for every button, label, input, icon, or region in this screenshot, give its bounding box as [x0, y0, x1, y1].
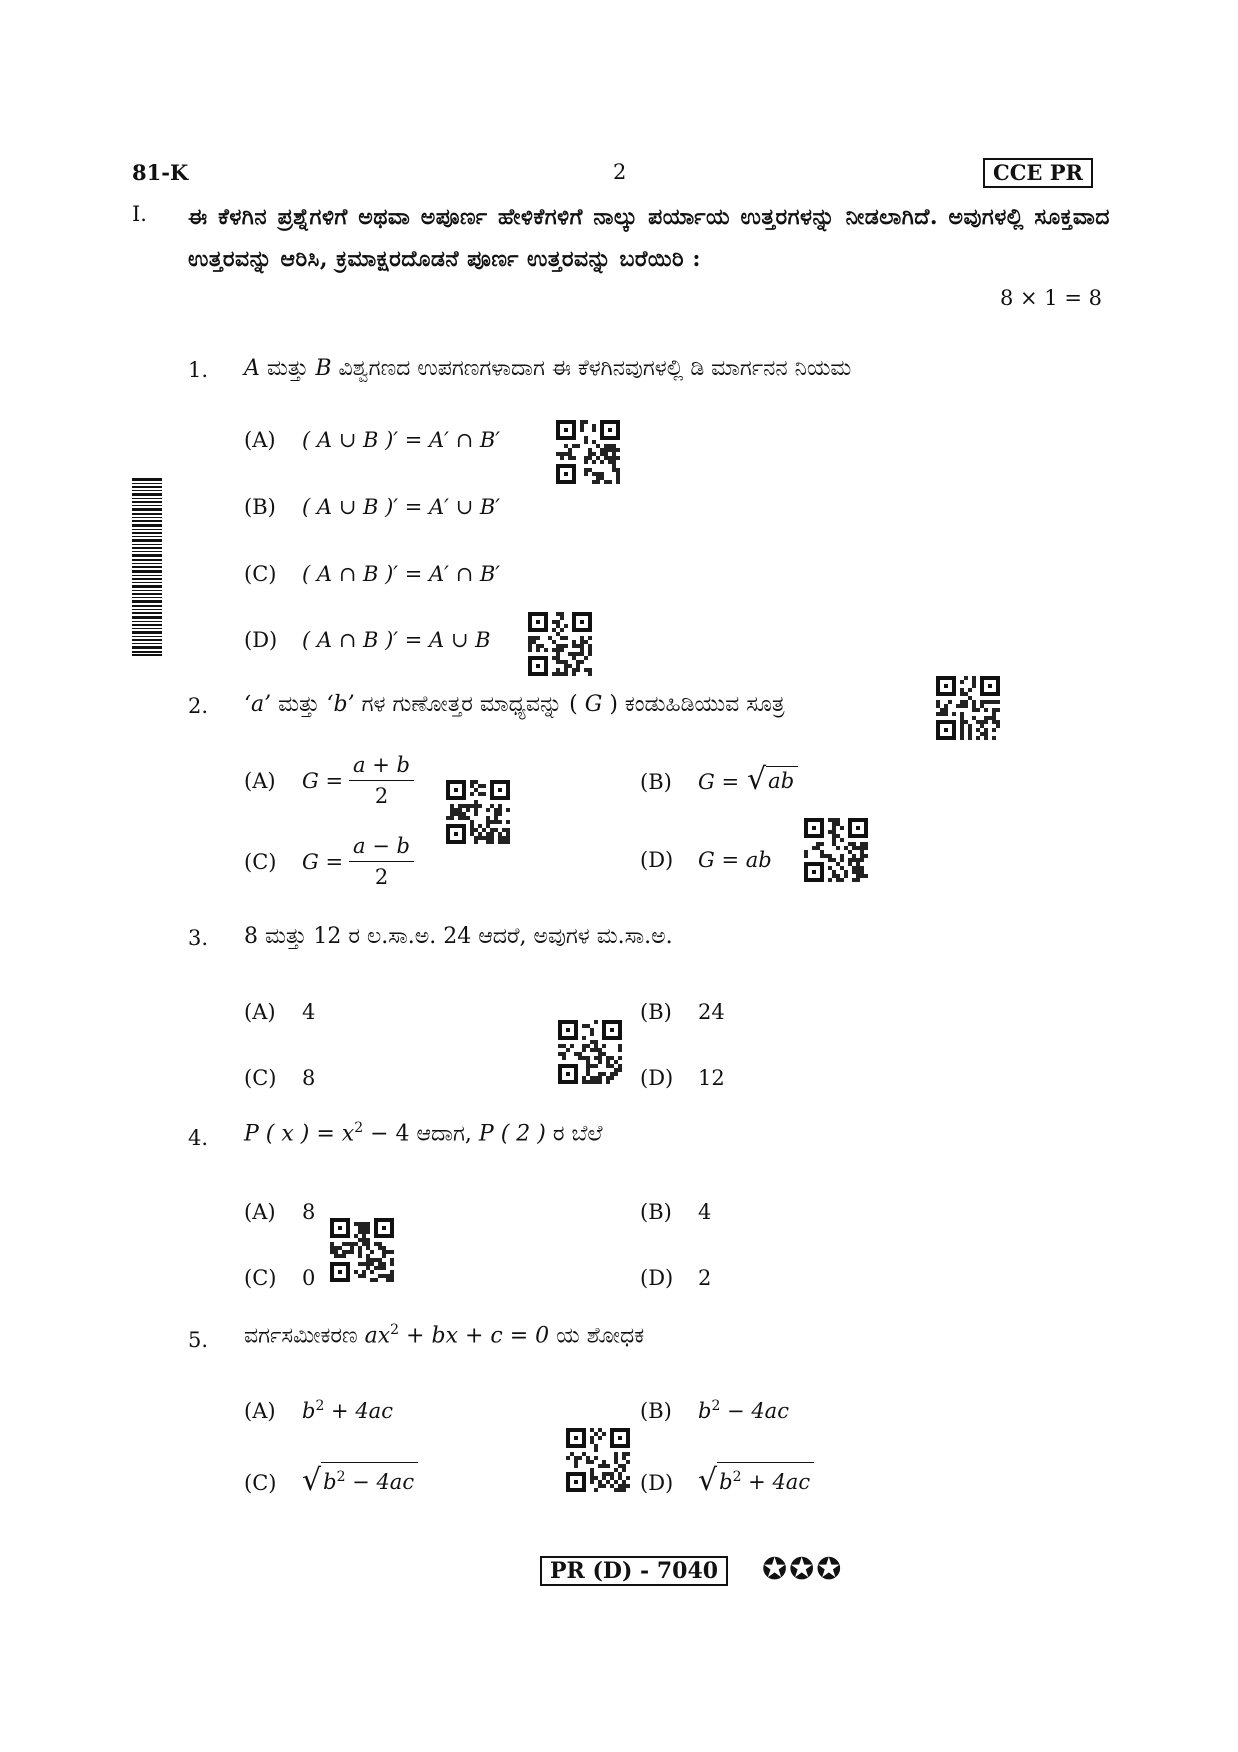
question-number: 3. — [188, 926, 209, 950]
option-4b[interactable]: (B) 4 — [640, 1200, 712, 1224]
option-2b[interactable]: (B) G = √ ab — [640, 766, 798, 794]
option-2d[interactable]: (D) G = ab — [640, 848, 772, 872]
option-2c[interactable]: (C) G = $\frac{a - b}{2}$ — [244, 833, 414, 890]
qr-code-image — [566, 1428, 630, 1492]
option-1a[interactable]: (A) ( A ∪ B )′ = A′ ∩ B′ — [244, 428, 501, 452]
qr-code-image — [330, 1218, 394, 1282]
option-5a[interactable]: (A) $b^2 + 4ac$ — [244, 1398, 393, 1423]
question-number: 4. — [188, 1126, 209, 1150]
option-3d[interactable]: (D) 12 — [640, 1066, 725, 1090]
section-number: I. — [132, 202, 147, 226]
option-1b[interactable]: (B) ( A ∪ B )′ = A′ ∪ B′ — [244, 495, 501, 519]
question-5-text: ವರ್ಗಸಮೀಕರಣ $ax^2$ + bx + c = 0 ಯ ಶೋಧಕ — [244, 1322, 645, 1349]
qr-code-image — [558, 1020, 622, 1084]
cce-pr-tag: CCE PR — [983, 158, 1093, 188]
qr-code-image — [804, 818, 868, 882]
question-4-text: P ( x ) = $x^2 - 4$ ಆದಾಗ, P ( 2 ) ರ ಬೆಲೆ — [244, 1120, 603, 1147]
paper-code: 81-K — [132, 160, 189, 185]
option-3c[interactable]: (C) 8 — [244, 1066, 316, 1090]
qr-code-image — [528, 612, 592, 676]
question-3-text: 8 ಮತ್ತು 12 ರ ಲ.ಸಾ.ಅ. 24 ಆದರೆ, ಅವುಗಳ ಮ.ಸಾ.ಅ. — [244, 924, 673, 949]
option-5b[interactable]: (B) $b^2 - 4ac$ — [640, 1398, 789, 1423]
question-1-text: A ಮತ್ತು B ವಿಶ್ವಗಣದ ಉಪಗಣಗಳಾದಾಗ ಈ ಕೆಳಗಿನವುಗಳಲ್ಲಿ ಡಿ ಮಾರ್ಗನನ ನಿಯಮ — [244, 356, 852, 381]
section-instruction: ಈ ಕೆಳಗಿನ ಪ್ರಶ್ನೆಗಳಿಗೆ ಅಥವಾ ಅಪೂರ್ಣ ಹೇಳಿಕೆಗಳಿಗೆ ನಾಲ್ಕು ಪರ್ಯಾಯ ಉತ್ತರಗಳನ್ನು ನೀಡಲಾಗಿದೆ. ಅವುಗಳಲ್ಲಿ ಸೂಕ್ತವಾದ ಉತ್ತರವನ್ನು ಆರಿಸಿ, ಕ್ರಮಾಕ್ಷರದೊಡನೆ ಪೂರ್ಣ ಉತ್ತರವನ್ನು ಬರೆಯಿರಿ : — [188, 204, 1110, 272]
question-2-text: ‘a’ ಮತ್ತು ‘b’ ಗಳ ಗುಣೋತ್ತರ ಮಾಧ್ಯವನ್ನು ( G ) ಕಂಡುಹಿಡಿಯುವ ಸೂತ್ರ — [244, 692, 785, 717]
question-number: 5. — [188, 1328, 209, 1352]
qr-code-image — [936, 676, 1000, 740]
star-marks: ✪✪✪ — [762, 1552, 844, 1587]
option-2a[interactable]: (A) G = $\frac{a + b}{2}$ — [244, 752, 414, 809]
option-5c[interactable]: (C) √ $b^2 - 4ac$ — [244, 1462, 418, 1495]
option-3b[interactable]: (B) 24 — [640, 1000, 725, 1024]
option-1c[interactable]: (C) ( A ∩ B )′ = A′ ∩ B′ — [244, 562, 501, 586]
question-number: 1. — [188, 358, 209, 382]
question-number: 2. — [188, 694, 209, 718]
option-4d[interactable]: (D) 2 — [640, 1266, 712, 1290]
option-4c[interactable]: (C) 0 — [244, 1266, 316, 1290]
option-5d[interactable]: (D) √ $b^2 + 4ac$ — [640, 1462, 814, 1495]
barcode-image — [132, 478, 162, 656]
page-number: 2 — [613, 160, 627, 184]
qr-code-image — [446, 780, 510, 844]
paper-series-code: PR (D) - 7040 — [540, 1556, 728, 1586]
section-marks: 8 × 1 = 8 — [1000, 286, 1102, 310]
qr-code-image — [556, 420, 620, 484]
option-3a[interactable]: (A) 4 — [244, 1000, 316, 1024]
option-4a[interactable]: (A) 8 — [244, 1200, 316, 1224]
option-1d[interactable]: (D) ( A ∩ B )′ = A ∪ B — [244, 628, 491, 652]
